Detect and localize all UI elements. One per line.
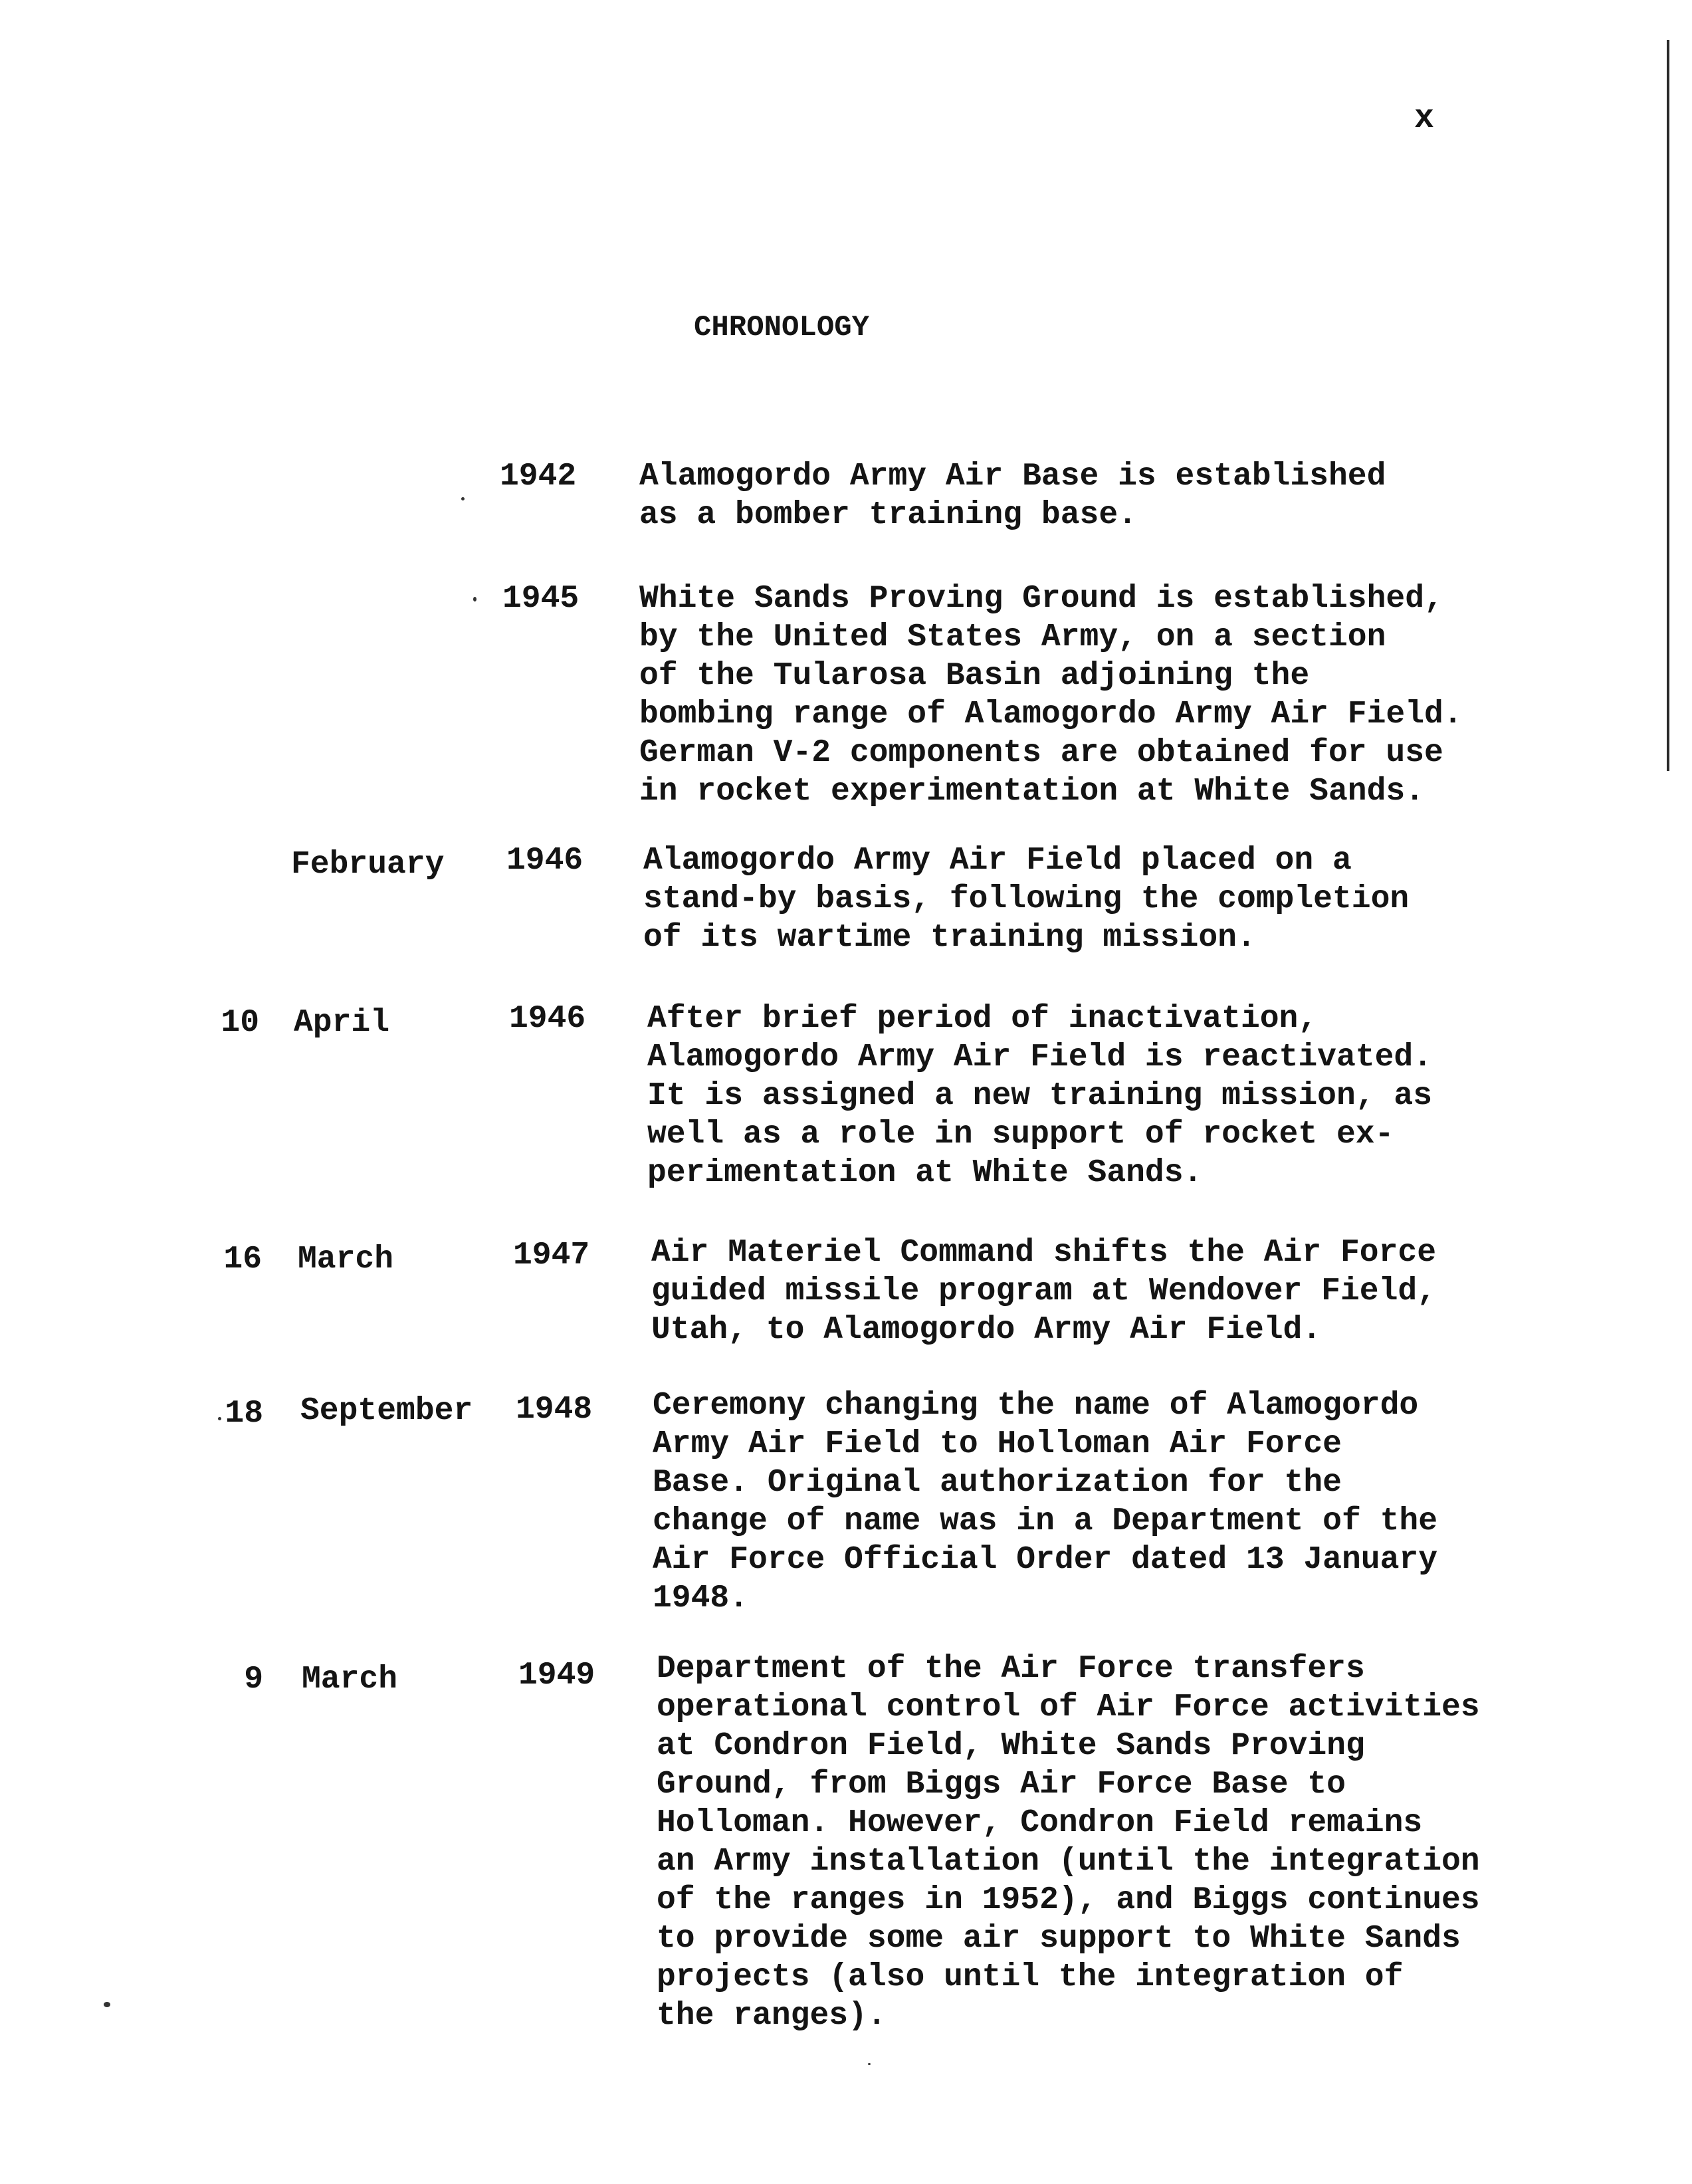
description-line: Alamogordo Army Air Field is reactivated. xyxy=(647,1039,1432,1075)
chronology-entry xyxy=(0,1386,1692,1632)
description-line: Department of the Air Force transfers xyxy=(657,1651,1365,1687)
description-line: Air Materiel Command shifts the Air Force xyxy=(651,1235,1436,1271)
chronology-entry xyxy=(0,1234,1692,1360)
page-title: CHRONOLOGY xyxy=(694,311,870,344)
entry-year: 1945 xyxy=(502,581,580,617)
entry-description xyxy=(643,841,1521,957)
entry-description xyxy=(647,1000,1525,1192)
description-line: White Sands Proving Ground is established, xyxy=(639,581,1443,617)
scan-speck xyxy=(218,1417,221,1420)
entry-year: 1946 xyxy=(509,1001,586,1037)
chronology-entry xyxy=(0,1650,1692,2048)
description-line: After brief period of inactivation, xyxy=(647,1001,1318,1037)
description-line: by the United States Army, on a section xyxy=(639,619,1386,655)
description-line: Army Air Field to Holloman Air Force xyxy=(653,1426,1342,1462)
description-line: German V-2 components are obtained for use xyxy=(639,735,1443,771)
chronology-entry xyxy=(0,457,1692,550)
scan-speck xyxy=(461,497,465,500)
entry-month: February xyxy=(291,847,445,883)
description-line: to provide some air support to White Sands xyxy=(657,1921,1461,1957)
scan-speck xyxy=(868,2063,871,2065)
description-line: Base. Original authorization for the xyxy=(653,1465,1342,1501)
description-line: operational control of Air Force activities xyxy=(657,1690,1480,1725)
entry-description xyxy=(653,1386,1530,1618)
entry-year: 1942 xyxy=(500,459,577,494)
description-line: projects (also until the integration of xyxy=(657,1959,1404,1995)
description-line: the ranges). xyxy=(657,1998,887,2034)
entry-description xyxy=(639,580,1517,811)
entry-year: 1947 xyxy=(513,1238,590,1273)
description-line: Ceremony changing the name of Alamogordo xyxy=(653,1388,1419,1424)
description-line: Alamogordo Army Air Field placed on a xyxy=(643,843,1352,879)
description-line: an Army installation (until the integration xyxy=(657,1844,1480,1880)
description-line: of the Tularosa Basin adjoining the xyxy=(639,658,1310,694)
description-line: change of name was in a Department of the xyxy=(653,1503,1437,1539)
entry-day: 9 xyxy=(244,1662,263,1697)
description-line: stand-by basis, following the completion xyxy=(643,881,1410,917)
description-line: of the ranges in 1952), and Biggs continues xyxy=(657,1882,1480,1918)
description-line: perimentation at White Sands. xyxy=(647,1155,1203,1191)
scan-speck xyxy=(104,2002,110,2007)
chronology-entry xyxy=(0,1000,1692,1206)
entry-year: 1946 xyxy=(506,843,583,879)
entry-year: 1949 xyxy=(518,1658,595,1693)
entry-description xyxy=(657,1650,1534,2035)
entry-month: March xyxy=(298,1242,394,1277)
chronology-entry xyxy=(0,580,1692,819)
entry-day: 16 xyxy=(223,1242,262,1277)
description-line: Ground, from Biggs Air Force Base to xyxy=(657,1767,1346,1802)
description-line: It is assigned a new training mission, as xyxy=(647,1078,1432,1114)
entry-day: 18 xyxy=(225,1396,263,1432)
description-line: Utah, to Alamogordo Army Air Field. xyxy=(651,1312,1322,1348)
description-line: well as a role in support of rocket ex- xyxy=(647,1117,1394,1152)
description-line: in rocket experimentation at White Sands. xyxy=(639,774,1424,810)
description-line: 1948. xyxy=(653,1581,749,1616)
entry-month: September xyxy=(300,1393,473,1429)
entry-description xyxy=(639,457,1517,534)
scan-speck xyxy=(473,597,476,601)
entry-month: April xyxy=(294,1005,390,1041)
chronology-entry xyxy=(0,841,1692,968)
entry-day: 10 xyxy=(221,1005,259,1041)
entry-description xyxy=(651,1234,1529,1349)
entry-year: 1948 xyxy=(516,1392,593,1428)
description-line: of its wartime training mission. xyxy=(643,920,1256,956)
entry-month: March xyxy=(302,1662,398,1697)
description-line: Alamogordo Army Air Base is established xyxy=(639,459,1386,494)
description-line: as a bomber training base. xyxy=(639,497,1137,533)
description-line: guided missile program at Wendover Field, xyxy=(651,1273,1436,1309)
description-line: Air Force Official Order dated 13 January xyxy=(653,1542,1437,1578)
description-line: at Condron Field, White Sands Proving xyxy=(657,1728,1365,1764)
page-number: x xyxy=(1414,100,1435,138)
description-line: Holloman. However, Condron Field remains xyxy=(657,1805,1423,1841)
description-line: bombing range of Alamogordo Army Air Field. xyxy=(639,697,1463,732)
